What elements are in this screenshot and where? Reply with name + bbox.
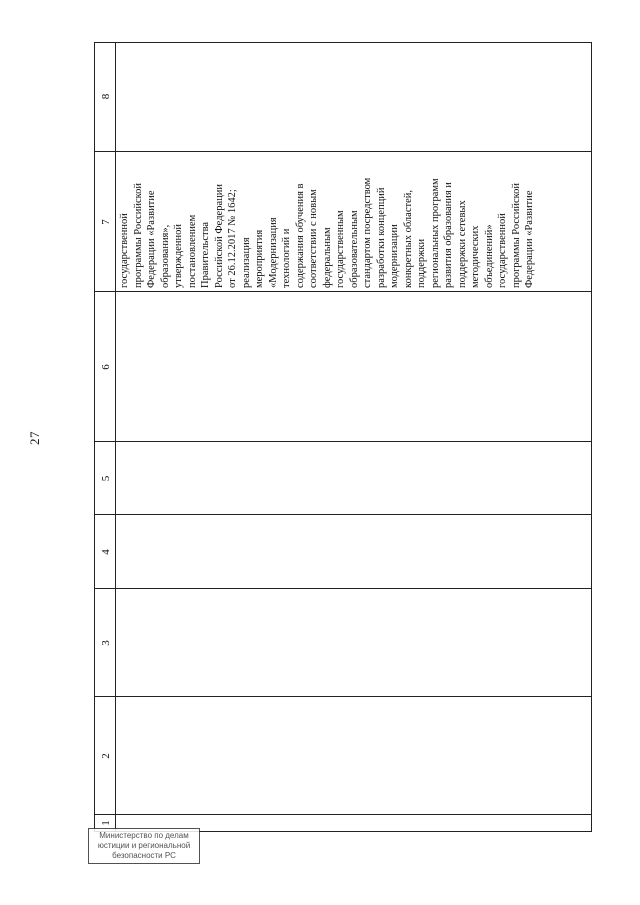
- cell-text-line: образовательным: [348, 210, 360, 288]
- cell-text-line: содержания обучения в: [294, 183, 306, 288]
- cell-text-line: реализация: [240, 237, 252, 288]
- column-divider: [95, 291, 591, 292]
- cell-text-line: Федерации «Развитие: [146, 190, 157, 288]
- column-header-6: 6: [99, 364, 112, 370]
- cell-text-line: мероприятия: [254, 229, 265, 288]
- column-header-2: 2: [99, 753, 112, 759]
- cell-text-line: образования»,: [159, 224, 171, 288]
- data-table: [94, 42, 592, 832]
- cell-text-line: государственным: [335, 210, 346, 288]
- column-divider: [95, 588, 591, 589]
- cell-text-line: Российской Федерации: [213, 184, 225, 288]
- registration-stamp: [88, 828, 200, 864]
- cell-text-line: государственной: [119, 213, 130, 288]
- cell-text-line: разработки концепций: [375, 187, 387, 288]
- cell-text-line: поддержки: [416, 238, 427, 288]
- cell-text-line: Федерации «Развитие: [524, 190, 535, 288]
- stamp-line: юстиции и региональной: [97, 841, 191, 850]
- cell-text-line: технологий и: [281, 228, 292, 288]
- cell-text-line: модернизации: [389, 224, 400, 288]
- column-7-cell-text: [118, 138, 537, 288]
- page-number: 27: [27, 431, 42, 445]
- cell-text-line: объединений»: [483, 224, 495, 288]
- cell-text-line: постановлением: [186, 214, 198, 288]
- column-header-4: 4: [99, 549, 112, 555]
- column-divider: [95, 814, 591, 815]
- cell-text-line: поддержки сетевых: [456, 200, 468, 288]
- column-header-3: 3: [99, 640, 112, 646]
- stamp-line: Министерство по делам: [99, 831, 189, 840]
- column-header-8: 8: [99, 93, 112, 100]
- cell-text-line: региональных программ: [429, 178, 441, 288]
- cell-text-line: «Модернизация: [267, 217, 279, 288]
- column-header-5: 5: [99, 475, 112, 482]
- cell-text-line: методических: [470, 225, 481, 288]
- cell-text-line: утвержденной: [173, 223, 184, 288]
- column-divider: [95, 514, 591, 515]
- column-divider: [95, 696, 591, 697]
- table-header-row: [95, 43, 116, 831]
- cell-text-line: конкретных областей,: [402, 190, 414, 288]
- cell-text-line: программы Российской: [510, 182, 522, 288]
- cell-text-line: развития образования и: [443, 182, 454, 288]
- column-header-1: 1: [99, 820, 112, 826]
- cell-text-line: от 26.12.2017 № 1642;: [227, 189, 238, 288]
- column-divider: [95, 441, 591, 442]
- cell-text-line: соответствии с новым: [308, 189, 319, 288]
- cell-text-line: программы Российской: [132, 182, 144, 288]
- cell-text-line: стандартом посредством: [362, 177, 373, 288]
- stamp-line: безопасности РС: [112, 851, 176, 860]
- cell-text-line: государственной: [497, 213, 508, 288]
- cell-text-line: федеральным: [321, 227, 333, 288]
- cell-text-line: Правительства: [200, 221, 211, 288]
- column-header-7: 7: [99, 219, 112, 225]
